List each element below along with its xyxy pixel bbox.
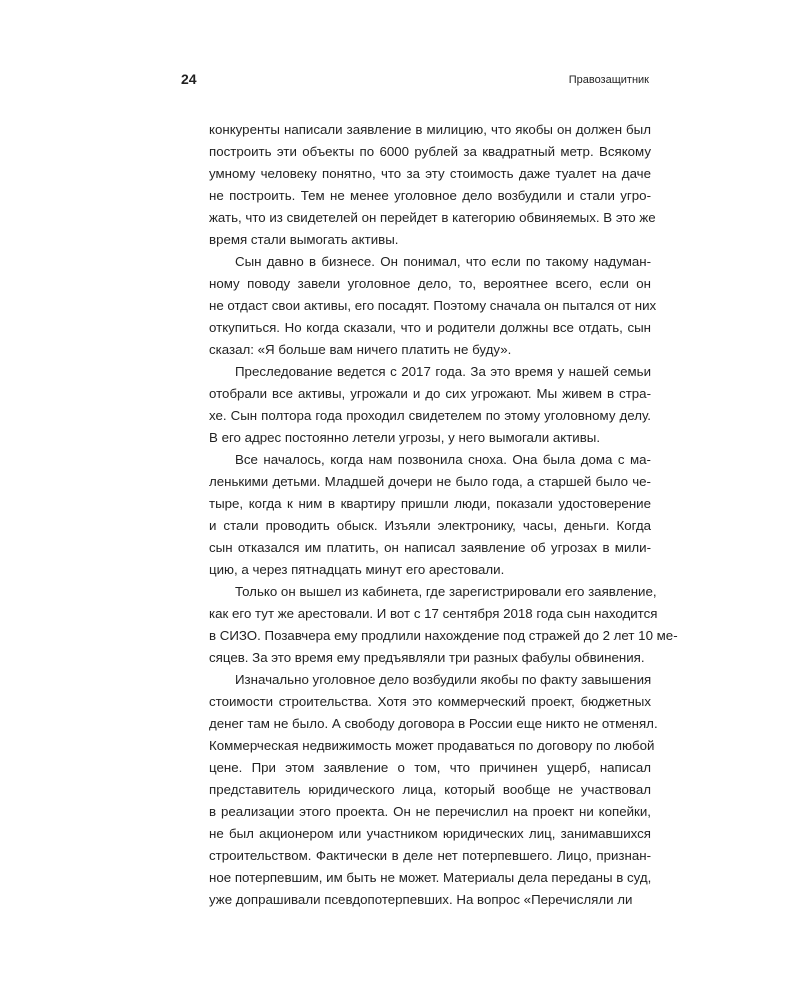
text-line: денег там не было. А свободу договора в России еще никто не отменял. — [209, 716, 658, 731]
text-line: время стали вымогать активы. — [209, 232, 399, 247]
paragraph — [209, 119, 656, 251]
text-line: сказал: «Я больше вам ничего платить не буду». — [209, 342, 512, 357]
text-line: жать, что из свидетелей он перейдет в категорию обвиняемых. В это же — [209, 210, 656, 225]
text-line: Преследование ведется с 2017 года. За это время у нашей семьи — [235, 364, 651, 379]
text-line: строительством. Фактически в деле нет потерпевшего. Лицо, признан- — [209, 848, 651, 863]
text-line: конкуренты написали заявление в милицию, что якобы он должен был — [209, 122, 651, 137]
text-line: сын отказался им платить, он написал заявление об угрозах в мили- — [209, 540, 651, 555]
text-line: в реализации этого проекта. Он не перечислил на проект ни копейки, — [209, 804, 651, 819]
text-line: не был акционером или участником юридических лиц, занимавшихся — [209, 826, 651, 841]
paragraph — [209, 669, 658, 911]
text-line: ному поводу завели уголовное дело, то, вероятнее всего, если он — [209, 276, 651, 291]
text-line: умному человеку понятно, что за эту стоимость даже туалет на даче — [209, 166, 651, 181]
text-line: Изначально уголовное дело возбудили якобы по факту завышения — [235, 672, 652, 687]
text-line: сяцев. За это время ему предъявляли три разных фабулы обвинения. — [209, 650, 645, 665]
text-line: представитель юридического лица, который вообще не участвовал — [209, 782, 651, 797]
text-line: тыре, когда к ним в квартиру пришли люди, показали удостоверение — [209, 496, 651, 511]
paragraph — [209, 449, 651, 581]
body-text — [209, 119, 678, 911]
text-line: цию, а через пятнадцать минут его арестовали. — [209, 562, 505, 577]
text-line: и стали проводить обыск. Изъяли электронику, часы, деньги. Когда — [209, 518, 651, 533]
text-line: цене. При этом заявление о том, что причинен ущерб, написал — [209, 760, 651, 775]
text-line: не отдаст свои активы, его посадят. Поэтому сначала он пытался от них — [209, 298, 657, 313]
text-line: как его тут же арестовали. И вот с 17 сентября 2018 года сын находится — [209, 606, 658, 621]
text-line: Только он вышел из кабинета, где зарегистрировали его заявление, — [235, 584, 657, 599]
text-line: Коммерческая недвижимость может продаваться по договору по любой — [209, 738, 655, 753]
running-title: Правозащитник — [568, 74, 649, 86]
text-line: В его адрес постоянно летели угрозы, у него вымогали активы. — [209, 430, 601, 445]
text-line: стоимости строительства. Хотя это коммерческий проект, бюджетных — [209, 694, 651, 709]
text-line: откупиться. Но когда сказали, что и родители должны все отдать, сын — [209, 320, 651, 335]
text-line: ное потерпевшим, им быть не может. Материалы дела переданы в суд, — [209, 870, 652, 885]
text-line: ленькими детьми. Младшей дочери не было года, а старшей было че- — [209, 474, 651, 489]
text-line: Все началось, когда нам позвонила сноха. Она была дома с ма- — [235, 452, 651, 467]
paragraph — [209, 251, 657, 361]
text-line: хе. Сын полтора года проходил свидетелем по этому уголовному делу. — [209, 408, 651, 423]
text-line: построить эти объекты по 6000 рублей за квадратный метр. Всякому — [209, 144, 651, 159]
page-number: 24 — [181, 71, 197, 87]
text-line: уже допрашивали псевдопотерпевших. На вопрос «Перечисляли ли — [209, 892, 633, 907]
text-line: не построить. Тем не менее уголовное дело возбудили и стали угро- — [209, 188, 651, 203]
text-line: в СИЗО. Позавчера ему продлили нахождение под стражей до 2 лет 10 ме- — [209, 628, 678, 643]
text-line: Сын давно в бизнесе. Он понимал, что если по такому надуман- — [235, 254, 651, 269]
text-line: отобрали все активы, угрожали и до сих угрожают. Мы живем в стра- — [209, 386, 651, 401]
paragraph — [209, 581, 678, 669]
paragraph — [209, 361, 651, 449]
